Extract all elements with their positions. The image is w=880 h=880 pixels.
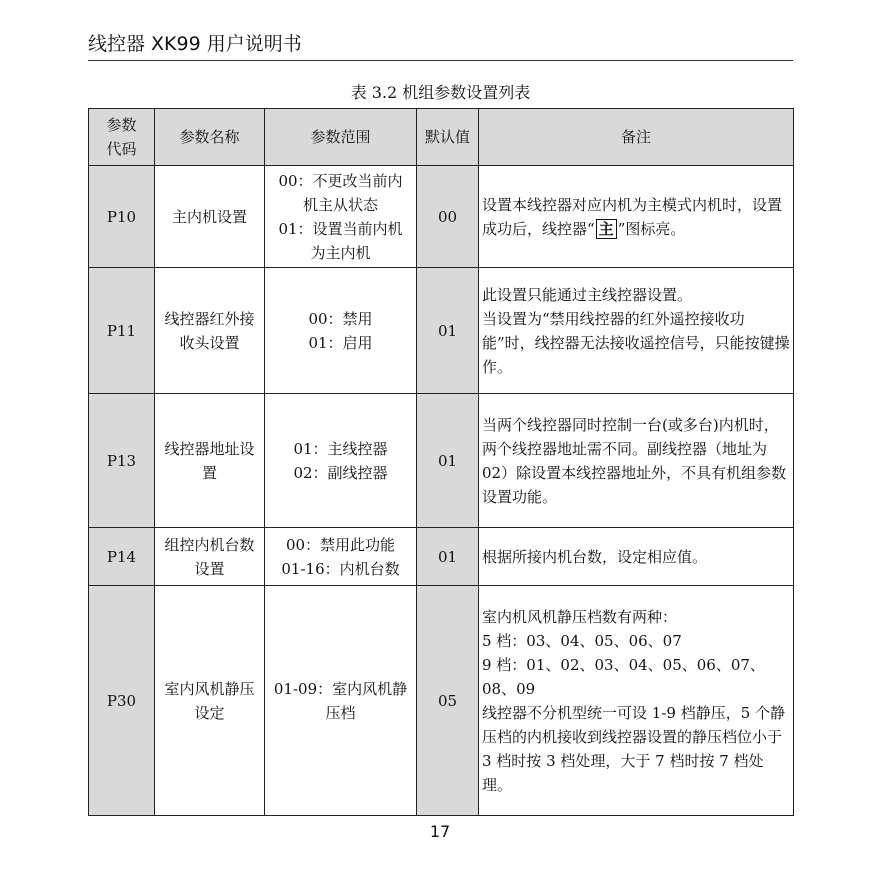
param-default: 01 — [417, 528, 479, 586]
param-default: 05 — [417, 586, 479, 816]
table-caption: 表 3.2 机组参数设置列表 — [350, 83, 531, 102]
param-code: P10 — [89, 166, 155, 268]
table-row — [89, 528, 794, 586]
param-range: 00：禁用 01：启用 — [265, 268, 417, 394]
table-row — [89, 166, 794, 268]
param-default: 00 — [417, 166, 479, 268]
table-row — [89, 394, 794, 528]
param-range: 00：禁用此功能 01-16：内机台数 — [265, 528, 417, 586]
header-code: 参数 代码 — [89, 109, 155, 166]
param-code: P11 — [89, 268, 155, 394]
param-code: P14 — [89, 528, 155, 586]
param-range: 01-09：室内风机静 压档 — [265, 586, 417, 816]
param-code: P13 — [89, 394, 155, 528]
param-range: 00：不更改当前内 机主从状态 01：设置当前内机 为主内机 — [265, 166, 417, 268]
param-name: 线控器红外接 收头设置 — [155, 268, 265, 394]
param-note: 此设置只能通过主线控器设置。 当设置为“禁用线控器的红外遥控接收功能”时，线控器无法接收遥控信号，只能按键操作。 — [479, 268, 794, 394]
header-note: 备注 — [479, 109, 794, 166]
param-note: 当两个线控器同时控制一台(或多台)内机时，两个线控器地址需不同。副线控器（地址为02）除设置本线控器地址外，不具有机组参数设置功能。 — [479, 394, 794, 528]
parameter-table — [88, 108, 794, 816]
param-default: 01 — [417, 268, 479, 394]
header-range: 参数范围 — [265, 109, 417, 166]
main-unit-icon: 主 — [596, 219, 617, 239]
param-default: 01 — [417, 394, 479, 528]
param-name: 室内风机静压 设定 — [155, 586, 265, 816]
page-number: 17 — [429, 822, 451, 841]
document-title: 线控器 XK99 用户说明书 — [88, 33, 302, 55]
param-note: 根据所接内机台数，设定相应值。 — [479, 528, 794, 586]
table-header-row — [89, 109, 794, 166]
table-row — [89, 268, 794, 394]
param-name: 主内机设置 — [155, 166, 265, 268]
param-note: 设置本线控器对应内机为主模式内机时，设置成功后，线控器“ 主 ”图标亮。 — [479, 166, 794, 268]
table-row — [89, 586, 794, 816]
param-range: 01：主线控器 02：副线控器 — [265, 394, 417, 528]
document-header — [88, 30, 793, 61]
param-code: P30 — [89, 586, 155, 816]
param-note: 室内机风机静压档数有两种： 5 档：03、04、05、06、07 9 档：01、02、03、04、05、06、07、08、09 线控器不分机型统一可设 1-9 档静压，5 个静压档的内机接收到线控器设置的静压档位小于 3 档时按 3 档处理，大于 7 档时按 7 档处理。 — [479, 586, 794, 816]
header-name: 参数名称 — [155, 109, 265, 166]
param-name: 线控器地址设 置 — [155, 394, 265, 528]
header-default: 默认值 — [417, 109, 479, 166]
param-name: 组控内机台数 设置 — [155, 528, 265, 586]
